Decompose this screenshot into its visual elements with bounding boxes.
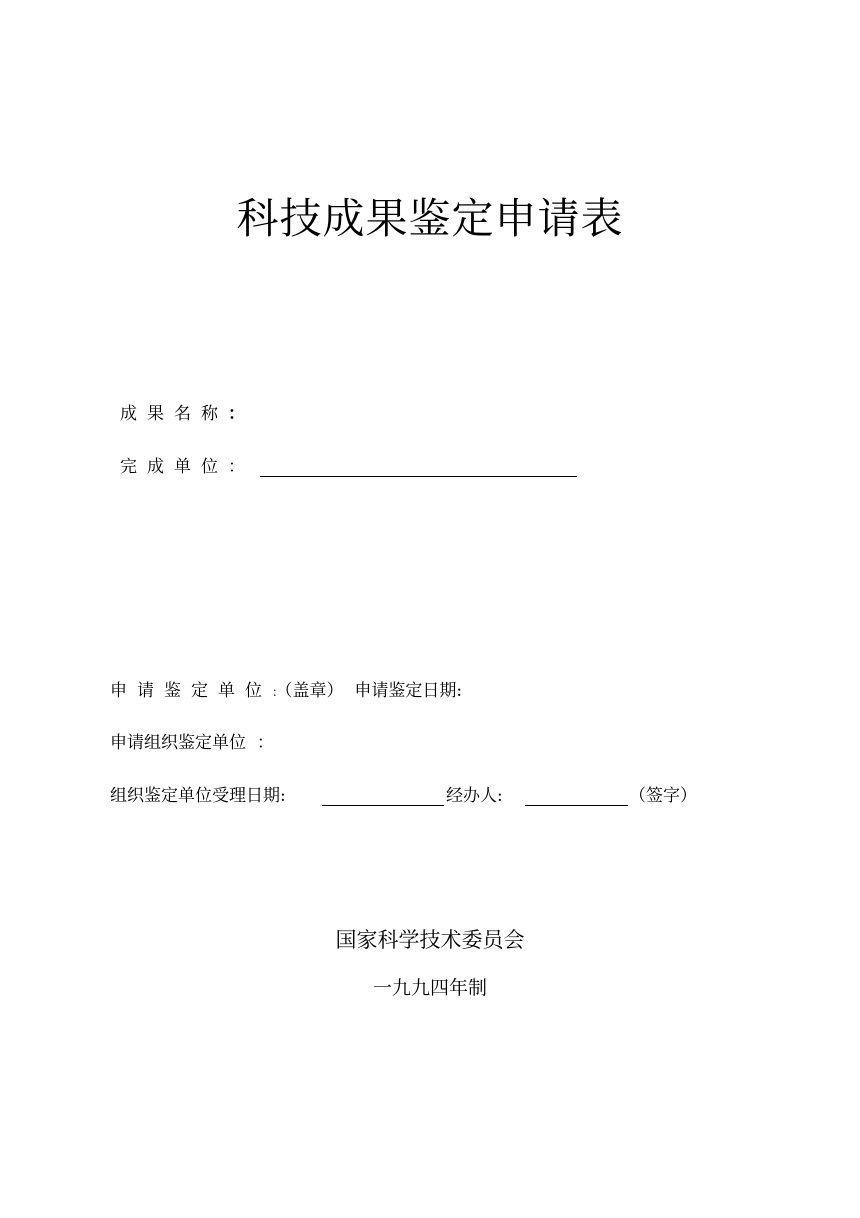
issuing-organization: 国家科学技术委员会 [335,928,525,952]
achievement-name-label: 成果名称 [120,404,228,424]
application-unit-label: 申请鉴定单位 [110,681,272,701]
completing-unit-colon: ： [228,457,245,477]
completing-unit-row [120,459,245,476]
handler-blank[interactable] [525,805,628,806]
seal-note: （盖章） [284,681,344,701]
acceptance-date-label: 组织鉴定单位受理日期: [110,786,286,806]
organizing-unit-label: 申请组织鉴定单位 [110,733,246,753]
application-unit-row [110,683,462,700]
achievement-name-row [120,406,245,423]
acceptance-date-blank[interactable] [322,805,444,806]
organizing-unit-row [110,735,274,752]
signature-note: （签字） [629,786,697,806]
page-title: 科技成果鉴定申请表 [236,194,624,243]
application-unit-colon: ： [272,685,285,699]
organizing-unit-colon: ： [256,733,274,753]
application-date-label: 申请鉴定日期: [354,681,463,701]
handler-label: 经办人: [446,786,503,806]
completing-unit-blank[interactable] [260,476,577,477]
year-of-issue: 一九九四年制 [372,977,487,999]
completing-unit-label: 完成单位 [120,457,228,477]
achievement-name-colon: ： [228,404,245,424]
